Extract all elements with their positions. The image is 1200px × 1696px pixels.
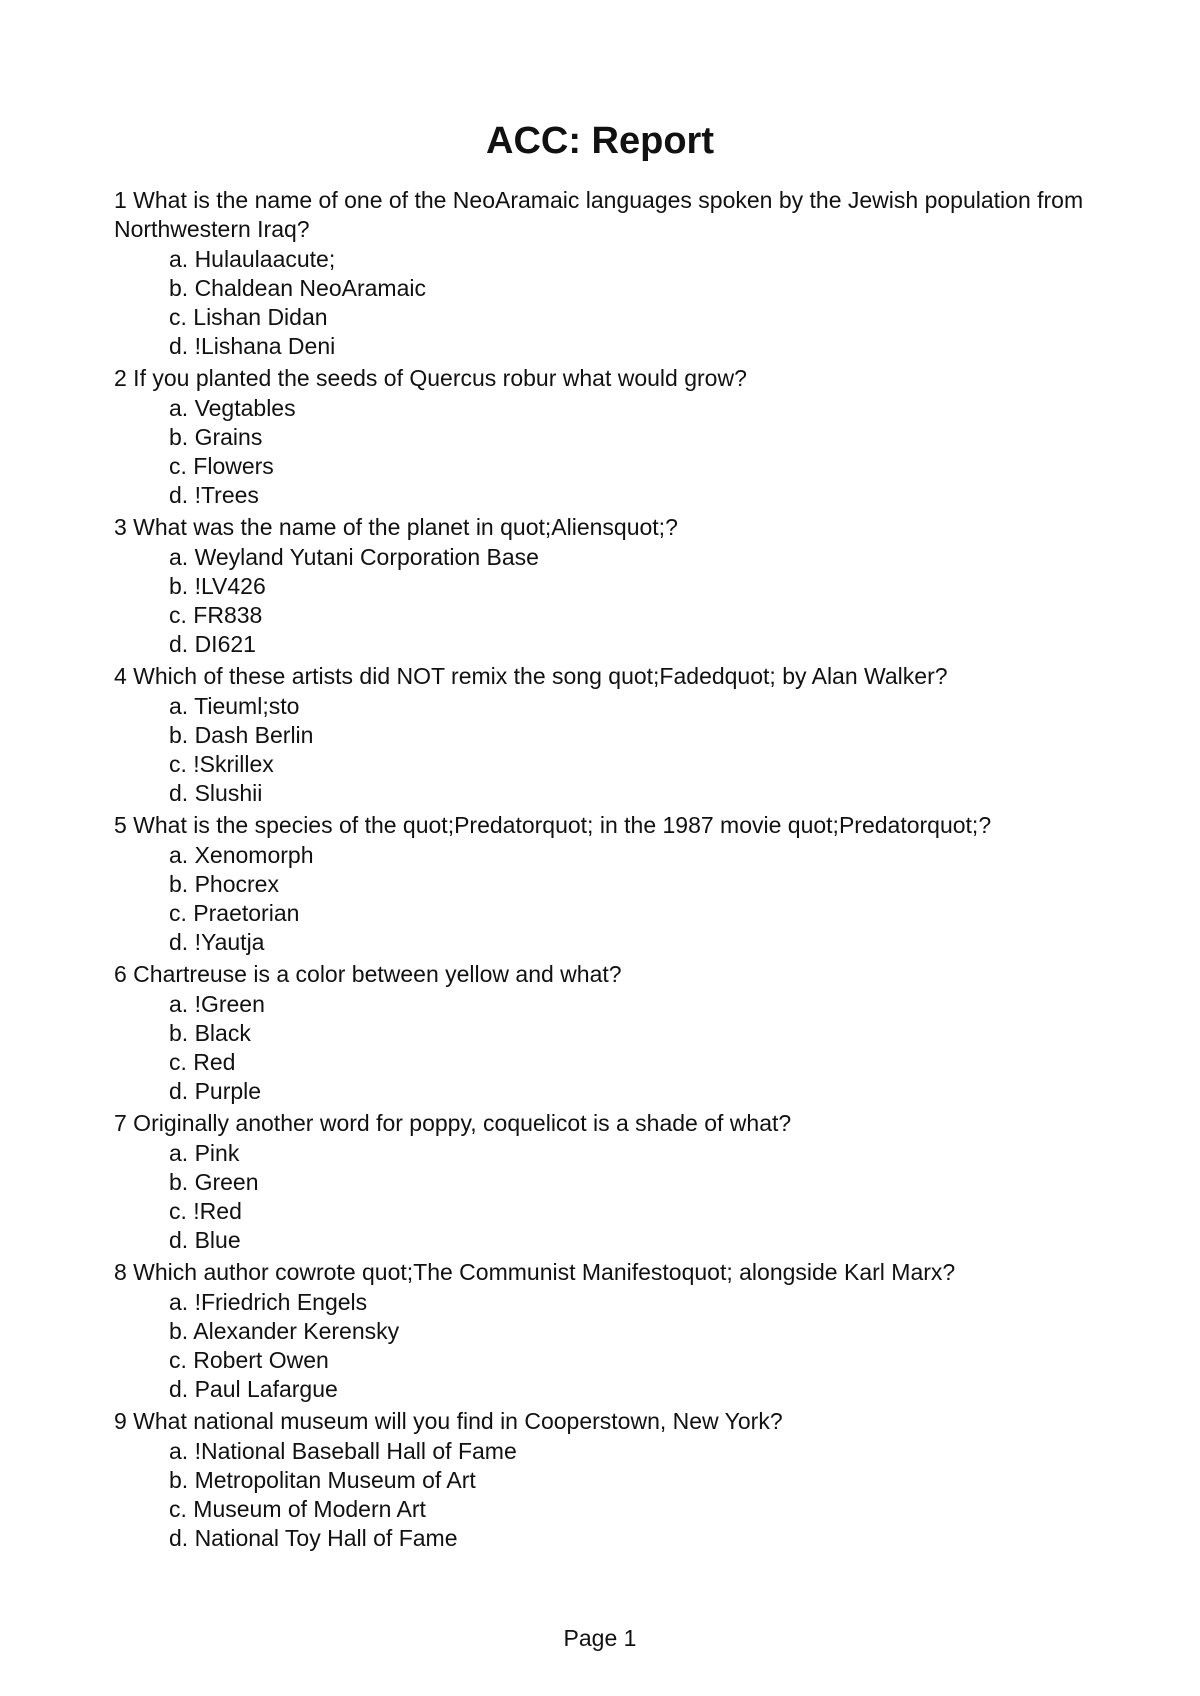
question-4 — [114, 662, 1104, 808]
answer-option: b. Metropolitan Museum of Art — [169, 1467, 476, 1493]
answer-option: d. Paul Lafargue — [169, 1376, 338, 1402]
question-7 — [114, 1109, 1104, 1255]
answer-option: a. Hulaulaacute; — [169, 246, 336, 272]
question-text: 3 What was the name of the planet in quot;Aliensquot;? — [114, 514, 678, 540]
question-text: 4 Which of these artists did NOT remix the song quot;Fadedquot; by Alan Walker? — [114, 663, 948, 689]
answer-option: c. FR838 — [169, 602, 263, 628]
page-title: ACC: Report — [486, 120, 714, 162]
question-9 — [114, 1407, 1104, 1553]
answer-option: c. Lishan Didan — [169, 304, 328, 330]
answer-option: c. Red — [169, 1049, 236, 1075]
answer-option: c. !Red — [169, 1198, 242, 1224]
question-text: 2 If you planted the seeds of Quercus robur what would grow? — [114, 365, 747, 391]
answer-option: c. Museum of Modern Art — [169, 1496, 426, 1522]
answer-option: a. Weyland Yutani Corporation Base — [169, 544, 539, 570]
answer-option: a. Vegtables — [169, 395, 296, 421]
answer-option: a. Pink — [169, 1140, 240, 1166]
answer-options — [114, 543, 1104, 659]
answer-option: c. Praetorian — [169, 900, 300, 926]
answer-option: b. !LV426 — [169, 573, 266, 599]
question-6 — [114, 960, 1104, 1106]
question-3 — [114, 513, 1104, 659]
answer-options — [114, 1288, 1104, 1404]
question-list — [114, 186, 1104, 1556]
answer-option: d. !Trees — [169, 482, 259, 508]
answer-option: d. Blue — [169, 1227, 241, 1253]
answer-option: a. Tieuml;sto — [169, 693, 300, 719]
question-text: 7 Originally another word for poppy, coquelicot is a shade of what? — [114, 1110, 792, 1136]
answer-options — [114, 692, 1104, 808]
answer-option: b. Dash Berlin — [169, 722, 314, 748]
question-8 — [114, 1258, 1104, 1404]
answer-option: b. Green — [169, 1169, 259, 1195]
answer-option: a. !Friedrich Engels — [169, 1289, 368, 1315]
question-text: 6 Chartreuse is a color between yellow and what? — [114, 961, 622, 987]
answer-option: b. Alexander Kerensky — [169, 1318, 400, 1344]
answer-option: a. !National Baseball Hall of Fame — [169, 1438, 517, 1464]
page-number: Page 1 — [563, 1625, 637, 1651]
answer-option: d. Slushii — [169, 780, 263, 806]
answer-options — [114, 1437, 1104, 1553]
question-text: 8 Which author cowrote quot;The Communist Manifestoquot; alongside Karl Marx? — [114, 1259, 956, 1285]
answer-options — [114, 990, 1104, 1106]
answer-option: c. Flowers — [169, 453, 274, 479]
answer-option: b. Grains — [169, 424, 263, 450]
answer-option: a. Xenomorph — [169, 842, 314, 868]
answer-options — [114, 245, 1104, 361]
answer-option: a. !Green — [169, 991, 265, 1017]
question-text: 1 What is the name of one of the NeoAramaic languages spoken by the Jewish population from Northwestern Iraq? — [114, 187, 1084, 242]
answer-option: d. Purple — [169, 1078, 262, 1104]
answer-option: c. Robert Owen — [169, 1347, 329, 1373]
answer-option: b. Chaldean NeoAramaic — [169, 275, 426, 301]
answer-option: d. !Yautja — [169, 929, 265, 955]
answer-option: d. National Toy Hall of Fame — [169, 1525, 458, 1551]
answer-option: d. DI621 — [169, 631, 256, 657]
question-5 — [114, 811, 1104, 957]
answer-options — [114, 1139, 1104, 1255]
question-text: 9 What national museum will you find in Cooperstown, New York? — [114, 1408, 783, 1434]
question-1 — [114, 186, 1104, 361]
question-2 — [114, 364, 1104, 510]
answer-options — [114, 841, 1104, 957]
answer-option: d. !Lishana Deni — [169, 333, 336, 359]
answer-option: c. !Skrillex — [169, 751, 274, 777]
question-text: 5 What is the species of the quot;Predatorquot; in the 1987 movie quot;Predatorquot;? — [114, 812, 992, 838]
answer-options — [114, 394, 1104, 510]
answer-option: b. Black — [169, 1020, 251, 1046]
answer-option: b. Phocrex — [169, 871, 279, 897]
